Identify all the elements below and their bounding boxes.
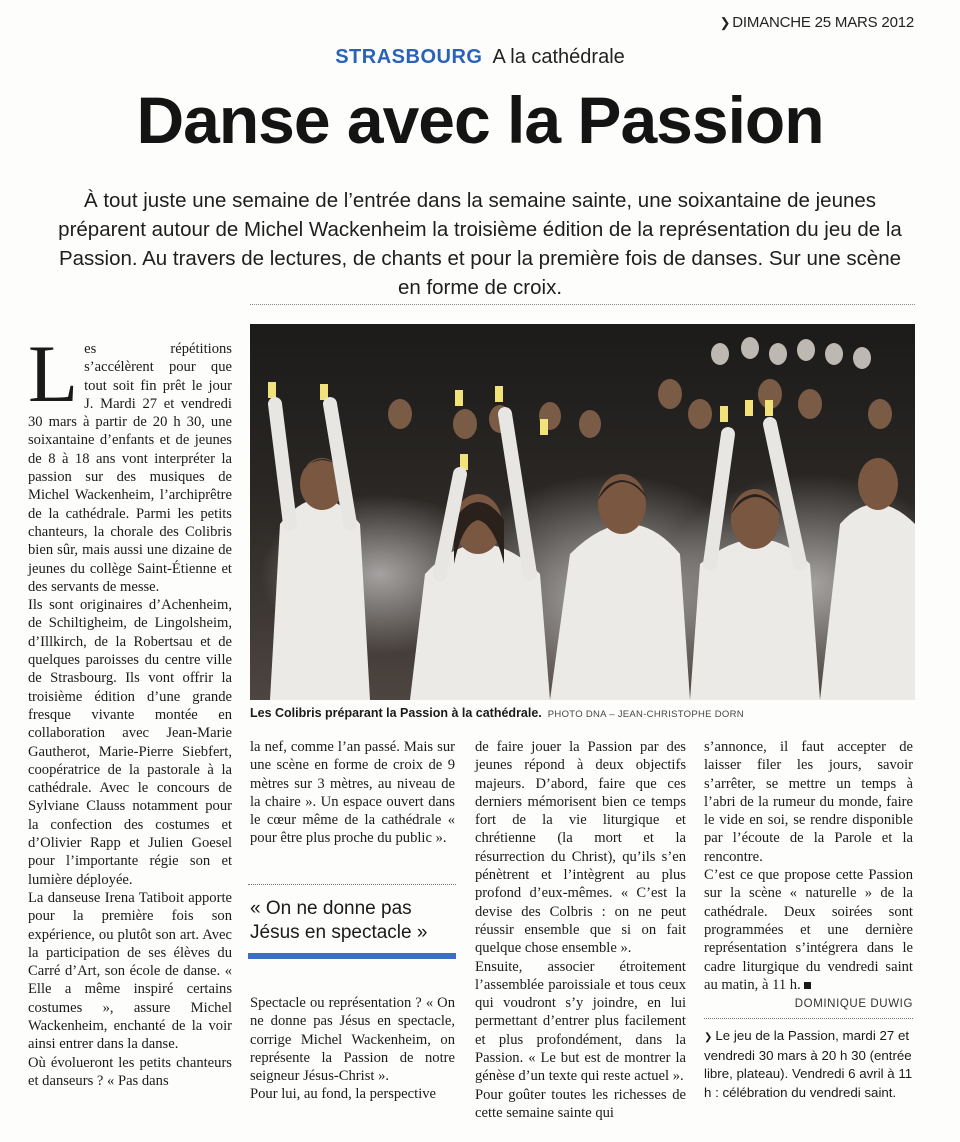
arrow-bullet-icon: ❯ — [704, 1032, 713, 1043]
dateline — [720, 14, 914, 31]
paragraph: Où évolueront les petits chanteurs et danseurs ? « Pas dans — [28, 1054, 232, 1089]
end-mark-icon — [804, 982, 811, 989]
caption-text: Les Colibris préparant la Passion à la cathédrale. — [250, 706, 542, 720]
paragraph: C’est ce que propose cette Passion sur la scène « naturelle » de la cathédrale. Deux soirées sont programmées et une dernière représentation s’intégrera dans le cadre liturgique du vendredi saint au matin, à 11 h. — [704, 867, 913, 993]
paragraph: Pour lui, au fond, la perspective — [250, 1086, 437, 1103]
pull-quote-text: « On ne donne pas Jésus en spectacle » — [250, 898, 428, 943]
lead-paragraph: À tout juste une semaine de l’entrée dans la semaine sainte, une soixantaine de jeunes préparent autour de Michel Wackenheim la troisième édition de la représentation du jeu de la Passion. Au travers de lectures, de chants et pour la première fois de danses. Sur une scène en forme de croix. — [58, 189, 902, 299]
kicker-place: A la cathédrale — [492, 46, 625, 68]
author-signature: DOMINIQUE DUWIG — [794, 998, 913, 1010]
event-info-box — [704, 1018, 913, 1102]
paragraph: Ils sont originaires d’Achenheim, de Schiltigheim, de Lingolsheim, d’Illkirch, de la Robertsau et de quelques paroisses du centre ville de Strasbourg. Ils vont offrir la troisième édition d’une grande fresque vivante montée en collaboration avec Jean-Marie Gautherot, Marie-Pierre Siebfert, coopératrice de la pastorale à la cathédrale. Avec le concours de Sylviane Clauss notamment pour la confection des costumes et d’Olivier Rapp et Julien Goesel pour l’importante régie son et lumière déployée. — [28, 597, 232, 888]
dotted-divider — [250, 304, 915, 305]
quote-accent-bar — [248, 953, 456, 959]
photo-caption — [250, 706, 915, 720]
paragraph: Ensuite, associer étroitement l’assemblée paroissiale et tous ceux qui voudront s’y joindre, en lui permettant d’entrer plus facilement et plus profondément, dans la Passion. « Le but est de montrer la génèse d’un texte qui reste actuel ». — [475, 958, 686, 1085]
article-column-2-continued — [250, 994, 455, 1104]
kicker-city: STRASBOURG — [335, 46, 483, 68]
event-info-text: Le jeu de la Passion, mardi 27 et vendredi 30 mars à 20 h 30 (entrée libre, plateau). Vendredi 6 avril à 11 h : célébration du vendredi saint. — [704, 1028, 913, 1100]
headline: Danse avec la Passion — [136, 83, 824, 157]
date-text: DIMANCHE 25 MARS 2012 — [732, 14, 914, 31]
paragraph: Spectacle ou représentation ? « On ne donne pas Jésus en spectacle, corrige Michel Wackenheim, on représente la Passion de notre seigneur Jésus-Christ ». — [250, 995, 455, 1085]
photo-illustration — [250, 324, 915, 700]
photo-choir-rehearsal — [250, 324, 915, 700]
photo-credit: PHOTO DNA – JEAN-CHRISTOPHE DORN — [547, 709, 744, 720]
drop-cap: L — [28, 328, 79, 419]
article-column-2 — [250, 738, 455, 848]
paragraph: de faire jouer la Passion par des jeunes répond à deux objectifs majeurs. D’abord, faire que ces derniers mémorisent bien ce temps fort de la vie liturgique et chrétienne (la mort et la résurrection du Christ), qu’ils s’en pénètrent et l’intègrent au plus profond d’eux-mêmes. « C’est la devise des Colbris : on ne peut réussir ensemble que si on fait quelque chose ensemble ». — [475, 739, 686, 957]
article-column-1 — [28, 328, 232, 1090]
article-column-4 — [704, 738, 913, 994]
paragraph: es répétitions s’accélèrent pour que tout soit fin prêt le jour J. Mardi 27 et vendredi 30 mars à partir de 20 h 30, une soixantaine d’enfants et de jeunes de 8 à 18 ans vont interpréter la passion sur des musiques de Michel Wackenheim, l’archiprêtre de la cathédrale. Parmi les petits chanteurs, la chorale des Colibris bien sûr, mais aussi une dizaine de jeunes du collège Saint-Étienne et des servants de messe. — [28, 341, 232, 595]
kicker — [0, 46, 960, 69]
paragraph: La danseuse Irena Tatiboit apporte pour la première fois son expérience, ou plutôt son art. Avec la participation de ses élèves du Carré d’Art, son école de danse. « Elle a même inspiré certains costumes », assure Michel Wackenheim, enchanté de la voir ainsi entrer dans la danse. — [28, 889, 232, 1053]
pull-quote — [248, 884, 456, 959]
paragraph: s’annonce, il faut accepter de laisser filer les jours, savoir s’arrêter, se mettre un temps à l’abri de la rumeur du monde, faire le vide en soi, se rendre disponible par l’écoute de la Parole et la rencontre. — [704, 739, 913, 865]
paragraph: Pour goûter toutes les richesses de cette semaine sainte qui — [475, 1086, 686, 1121]
chevron-right-icon: ❯ — [719, 15, 731, 30]
paragraph: la nef, comme l’an passé. Mais sur une scène en forme de croix de 9 mètres sur 3 mètres, au niveau de la chaire ». Un espace ouvert dans le cœur même de la cathédrale « pour être plus proche du public ». — [250, 739, 455, 847]
article-column-3 — [475, 738, 686, 1122]
